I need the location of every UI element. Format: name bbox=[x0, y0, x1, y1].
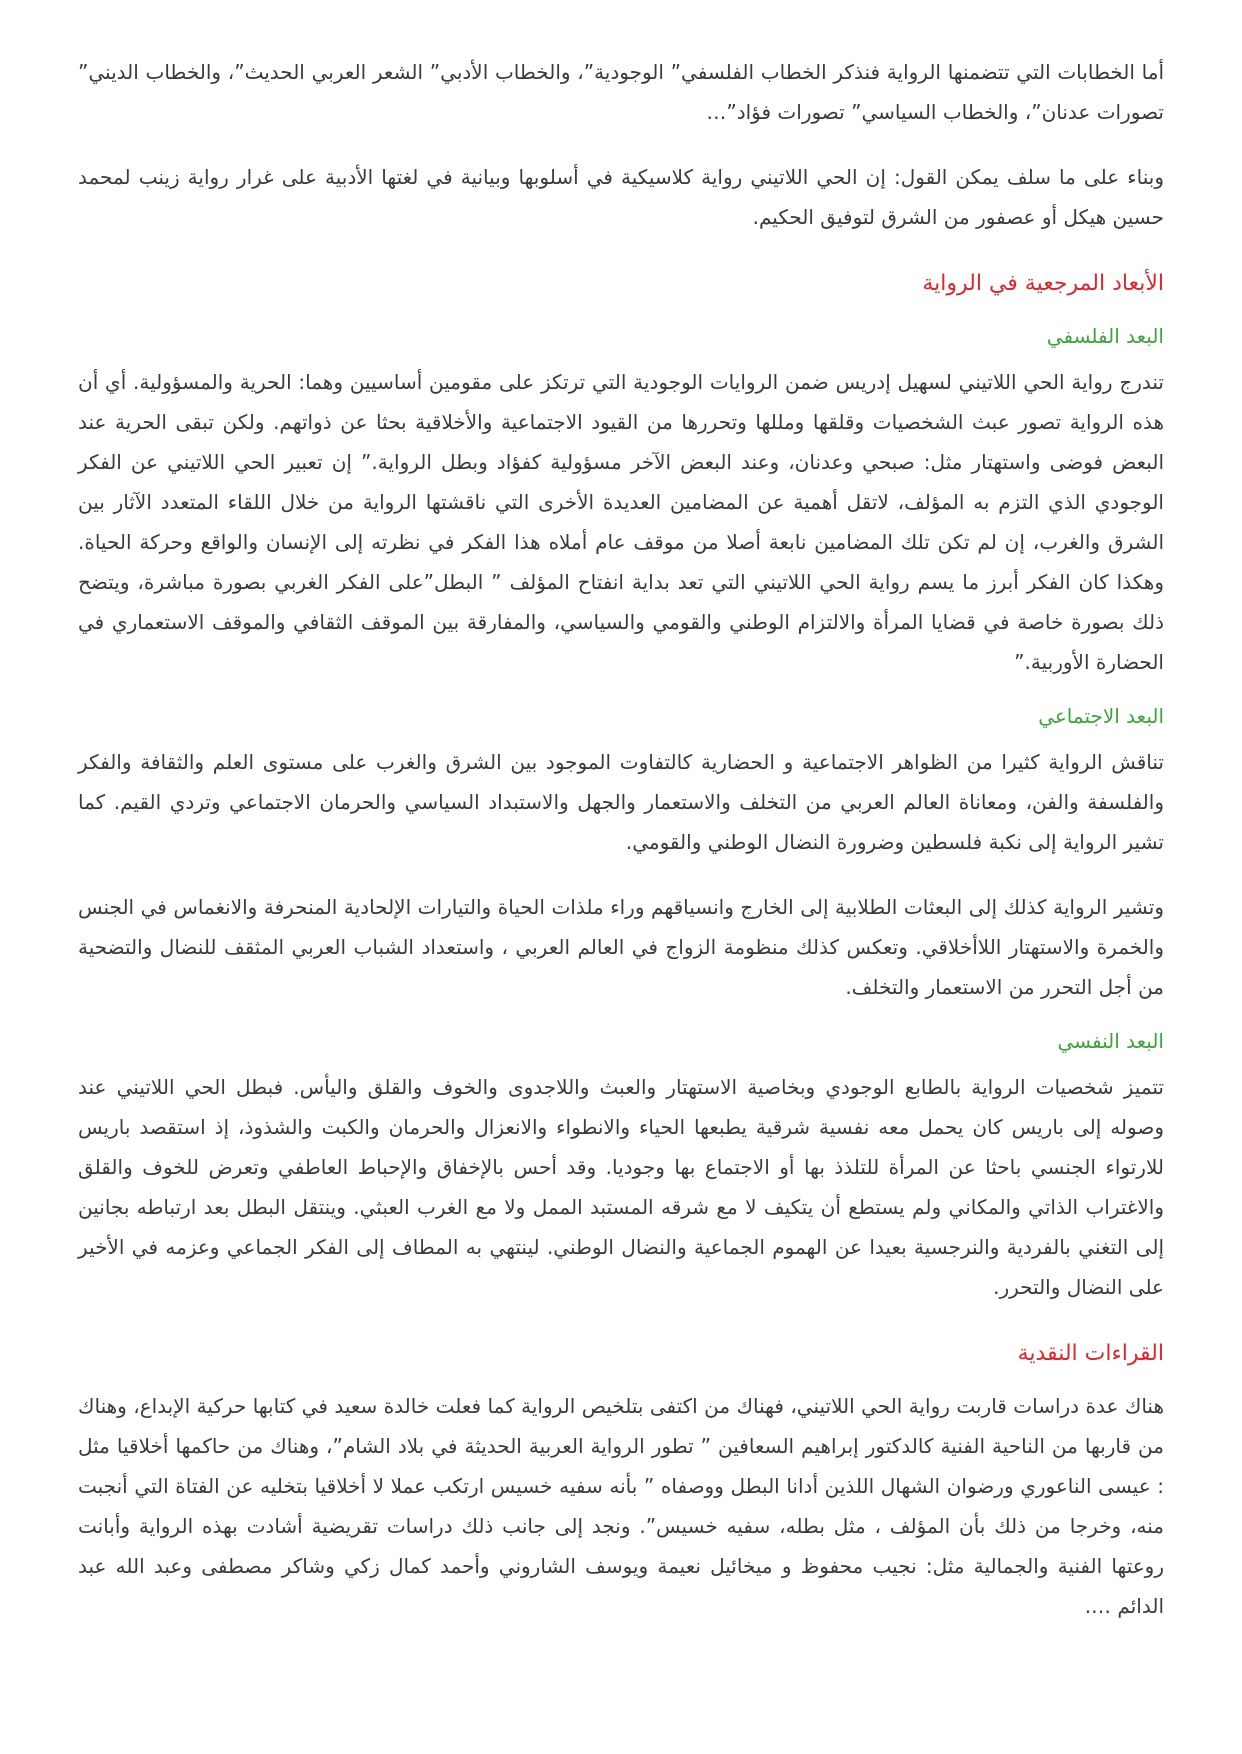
paragraph-social-1: تناقش الرواية كثيرا من الظواهر الاجتماعية و الحضارية كالتفاوت الموجود بين الشرق والغرب على مستوى العلم والثقافة والفكر والفلسفة والفن، ومعاناة العالم العربي من التخلف والاستعمار والجهل والاستبداد السياسي والحرمان الاجتماعي وتردي القيم. كما تشير الرواية إلى نكبة فلسطين وضرورة النضال الوطني والقومي. bbox=[78, 750, 1164, 854]
paragraph-critical: هناك عدة دراسات قاربت رواية الحي اللاتيني، فهناك من اكتفى بتلخيص الرواية كما فعلت خالدة سعيد في كتابها حركية الإبداع، وهناك من قاربها من الناحية الفنية كالدكتور إبراهيم السعافين ” تطور الرواية العربية الحديثة في بلاد الشام”، وهناك من حاكمها أخلاقيا مثل : عيسى الناعوري ورضوان الشهال اللذين أدانا البطل ووصفاه ” بأنه سفيه خسيس ارتكب عملا لا أخلاقيا بتخليه عن الفتاة التي أنجبت منه، وخرجا من ذلك بأن المؤلف ، مثل بطله، سفيه خسيس”. ونجد إلى جانب ذلك دراسات تقريضية أشادت بهذه الرواية وأبانت روعتها الفنية والجمالية مثل: نجيب محفوظ و ميخائيل نعيمة ويوسف الشاروني وأحمد كمال زكي وشاكر مصطفى وعبد الله عبد الدائم …. bbox=[78, 1394, 1164, 1618]
subheading-philosophical: البعد الفلسفي bbox=[1046, 324, 1164, 348]
intro-paragraph-discourses: أما الخطابات التي تتضمنها الرواية فنذكر الخطاب الفلسفي” الوجودية”، والخطاب الأدبي” الشعر العربي الحديث”، والخطاب الديني” تصورات عدنان”، والخطاب السياسي” تصورات فؤاد”… bbox=[78, 60, 1164, 124]
paragraph-philosophical: تندرج رواية الحي اللاتيني لسهيل إدريس ضمن الروايات الوجودية التي ترتكز على مقومين أساسيين وهما: الحرية والمسؤولية. أي أن هذه الرواية تصور عبث الشخصيات وقلقها ومللها وتحررها من القيود الاجتماعية والأخلاقية بحثا عن ذواتهم. ولكن تبقى الحرية عند البعض فوضى واستهتار مثل: صبحي وعدنان، وعند البعض الآخر مسؤولية كفؤاد وبطل الرواية.” إن تعبير الحي اللاتيني عن الفكر الوجودي الذي التزم به المؤلف، لاتقل أهمية عن المضامين العديدة الأخرى التي ناقشتها الرواية من خلال اللقاء المتعدد الآثار بين الشرق والغرب، إن لم تكن تلك المضامين نابعة أصلا من موقف عام أملاه هذا الفكر في نظرته إلى الإنسان والواقع وحركة الحياة. وهكذا كان الفكر أبرز ما يسم رواية الحي اللاتيني التي تعد بداية انفتاح المؤلف ” البطل”على الفكر الغربي بصورة مباشرة، ويتضح ذلك بصورة خاصة في قضايا المرأة والالتزام الوطني والقومي والسياسي، والمفارقة بين الموقف الثقافي والموقف الاستعماري في الحضارة الأوربية.” bbox=[78, 370, 1164, 674]
subheading-social: البعد الاجتماعي bbox=[1038, 704, 1164, 728]
section-heading-critical: القراءات النقدية bbox=[1017, 1341, 1164, 1366]
article-body bbox=[78, 52, 1164, 1651]
section-heading-references: الأبعاد المرجعية في الرواية bbox=[922, 271, 1164, 296]
subheading-psychological: البعد النفسي bbox=[1057, 1029, 1164, 1053]
paragraph-psychological: تتميز شخصيات الرواية بالطابع الوجودي وبخاصية الاستهتار والعبث واللاجدوى والخوف والقلق واليأس. فبطل الحي اللاتيني عند وصوله إلى باريس كان يحمل معه نفسية شرقية يطبعها الحياء والانطواء والانعزال والحرمان والكبت والشذوذ، إذ استقصد باريس للارتواء الجنسي باحثا عن المرأة للتلذذ بها أو الاجتماع بها وجوديا. وقد أحس بالإخفاق والإحباط العاطفي وتعرض للخوف والقلق والاغتراب الذاتي والمكاني ولم يستطع أن يتكيف لا مع شرقه المستبد الممل ولا مع الغرب العبثي. وينتقل البطل بعد ارتباطه بجانين إلى التغني بالفردية والنرجسية بعيدا عن الهموم الجماعية والنضال الوطني. لينتهي به المطاف إلى الفكر الجماعي وعزمه في الأخير على النضال والتحرر. bbox=[78, 1075, 1164, 1299]
paragraph-social-2: وتشير الرواية كذلك إلى البعثات الطلابية إلى الخارج وانسياقهم وراء ملذات الحياة والتيارات الإلحادية المنحرفة والانغماس في الجنس والخمرة والاستهتار اللاأخلاقي. وتعكس كذلك منظومة الزواج في العالم العربي ، واستعداد الشباب العربي المثقف للنضال والتضحية من أجل التحرر من الاستعمار والتخلف. bbox=[78, 895, 1164, 999]
intro-paragraph-conclusion: وبناء على ما سلف يمكن القول: إن الحي اللاتيني رواية كلاسيكية في أسلوبها وبيانية في لغتها الأدبية على غرار رواية زينب لمحمد حسين هيكل أو عصفور من الشرق لتوفيق الحكيم. bbox=[78, 165, 1164, 229]
